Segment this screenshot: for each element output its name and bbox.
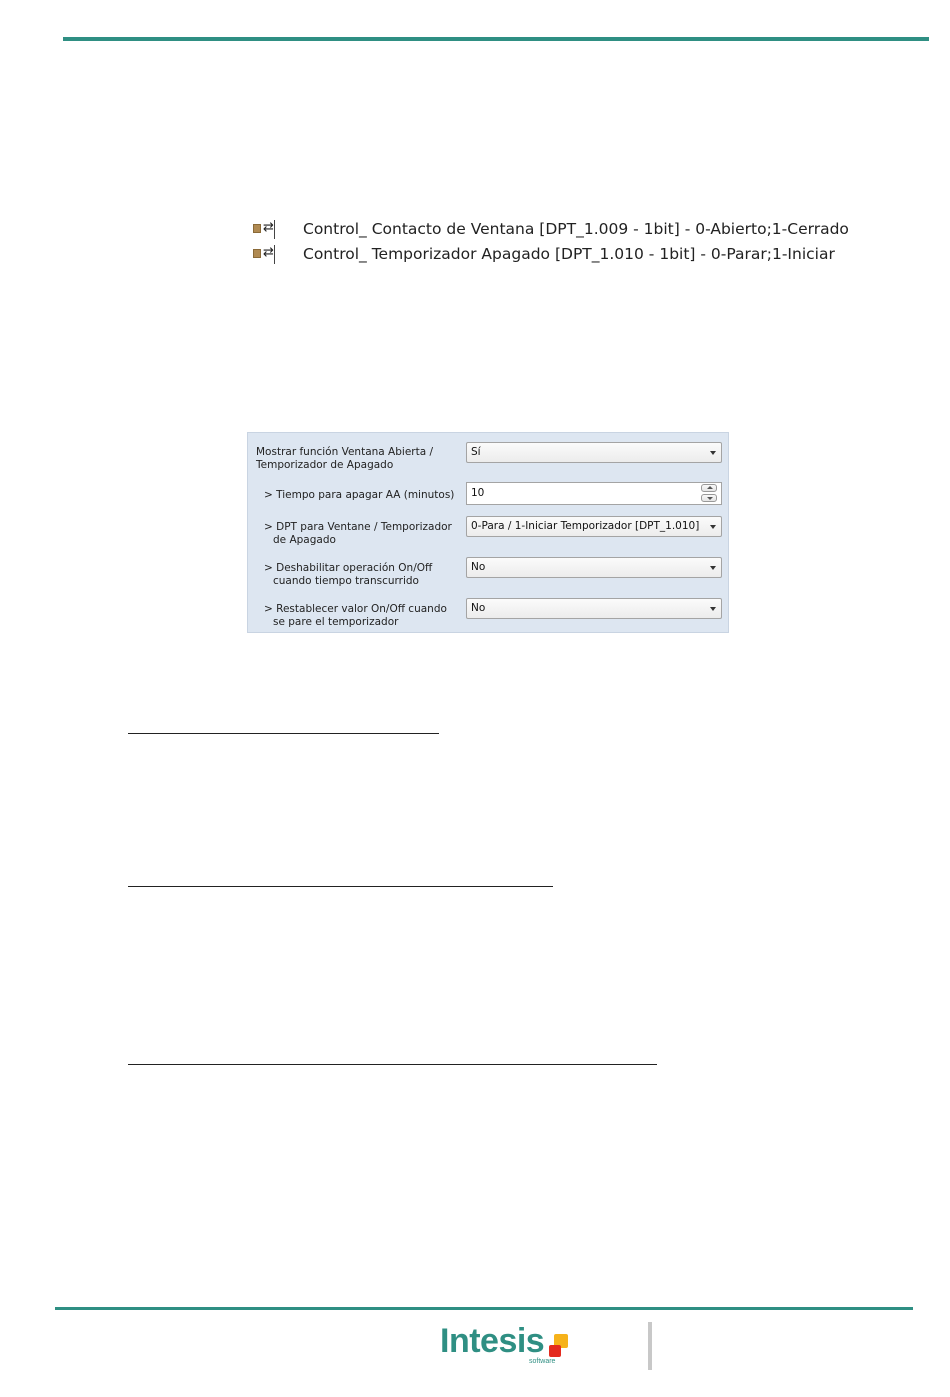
intesis-logo [440,1323,576,1363]
logo-wordmark: Intesis [440,1322,545,1360]
communication-object-icon: ⇄ [253,219,293,239]
dpt-label: > DPT para Ventane / Temporizador de Apagado [264,521,452,546]
restore-onoff-select[interactable]: No [466,598,722,619]
communication-object-icon: ⇄ [253,244,293,264]
section-heading-underline [128,886,553,887]
section-heading-underline [128,1064,657,1065]
disable-onoff-select[interactable]: No [466,557,722,578]
communication-object-label: Control_ Temporizador Apagado [DPT_1.010 - 1bit] - 0-Parar;1-Iniciar [303,245,835,263]
time-off-input[interactable]: 10 [466,482,722,505]
stepper-down-icon[interactable] [701,494,717,502]
stepper-up-icon[interactable] [701,484,717,492]
communication-object-row [253,218,849,240]
chevron-down-icon [710,607,716,611]
chevron-down-icon [710,566,716,570]
footer-rule [55,1307,913,1310]
time-off-label: > Tiempo para apagar AA (minutos) [264,489,455,501]
header-rule [63,37,929,41]
restore-onoff-label: > Restablecer valor On/Off cuando se pare el temporizador [264,603,447,628]
disable-onoff-label: > Deshabilitar operación On/Off cuando tiempo transcurrido [264,562,433,587]
footer-divider [648,1322,652,1370]
time-off-stepper[interactable] [701,484,719,503]
parameter-panel [247,432,729,633]
show-function-select[interactable]: Sí [466,442,722,463]
chevron-down-icon [710,525,716,529]
logo-subtitle: software [529,1358,556,1365]
communication-object-label: Control_ Contacto de Ventana [DPT_1.009 - 1bit] - 0-Abierto;1-Cerrado [303,220,849,238]
section-heading-underline [128,733,439,734]
dpt-select[interactable]: 0-Para / 1-Iniciar Temporizador [DPT_1.010] [466,516,722,537]
chevron-down-icon [710,451,716,455]
logo-squares-icon [546,1323,576,1357]
show-function-label: Mostrar función Ventana Abierta / Temporizador de Apagado [256,446,434,471]
communication-object-row [253,243,835,265]
